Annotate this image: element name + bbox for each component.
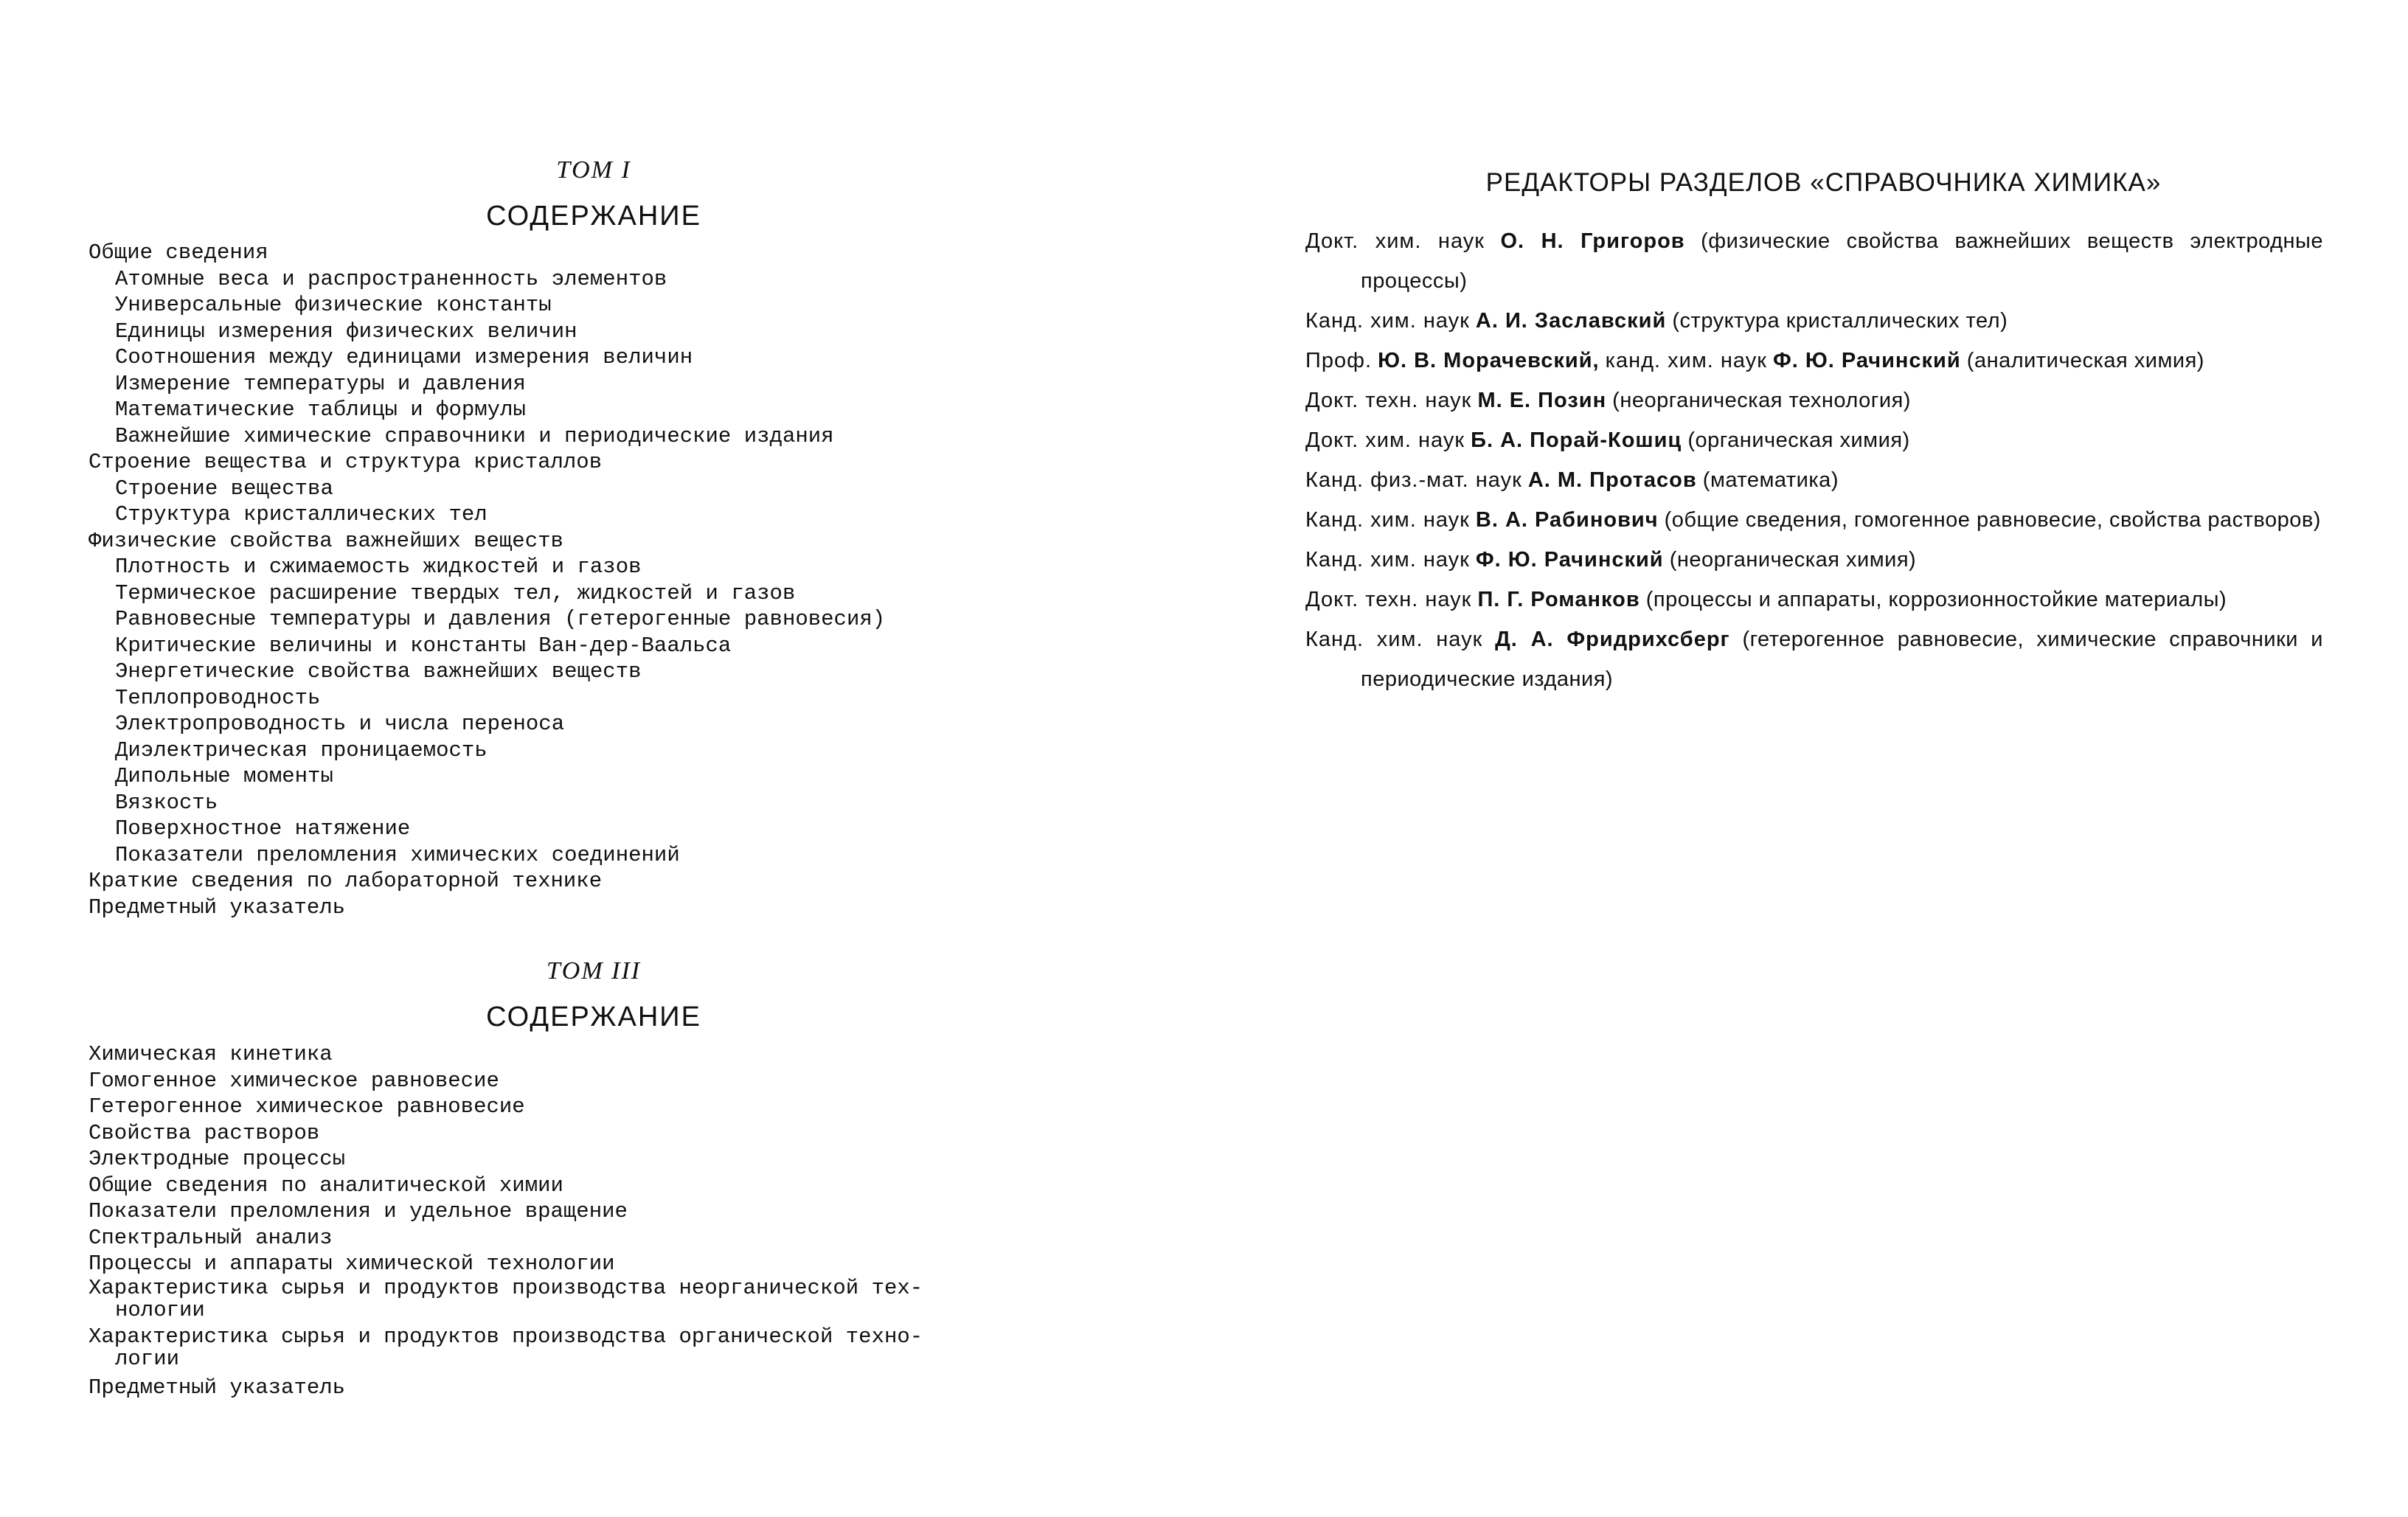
editor-entry — [1305, 619, 2323, 699]
toc-entry: Плотность и сжимаемость жидкостей и газов — [115, 555, 642, 579]
editor-degree: канд. хим. наук — [1605, 349, 1767, 372]
editor-field: (неорганическая химия) — [1669, 548, 1917, 572]
editor-entry — [1305, 540, 2323, 580]
toc-entry: Гомогенное химическое равновесие — [89, 1068, 499, 1093]
editor-name: Ю. В. Морачевский, — [1378, 349, 1600, 372]
toc-entry: Показатели преломления химических соединений — [115, 842, 680, 867]
editor-name: Ф. Ю. Рачинский — [1475, 548, 1664, 572]
editor-field: (общие сведения, гомогенное равновесие, свойства растворов) — [1664, 508, 2321, 532]
editor-name: П. Г. Романков — [1477, 588, 1640, 611]
editor-degree: Докт. техн. наук — [1305, 588, 1472, 611]
toc-entry: Предметный указатель — [89, 895, 346, 920]
right-page — [1202, 0, 2408, 1517]
editor-degree: Канд. хим. наук — [1305, 508, 1470, 532]
volume-3-contents-title: СОДЕРЖАНИЕ — [486, 1002, 701, 1032]
editor-degree: Канд. хим. наук — [1305, 628, 1483, 651]
left-page — [0, 0, 1202, 1517]
toc-entry-continuation: нологии — [115, 1297, 205, 1322]
editor-field: (органическая химия) — [1687, 428, 1910, 452]
toc-entry: Математические таблицы и формулы — [115, 398, 526, 422]
editor-entry — [1305, 580, 2323, 619]
volume-3-heading: ТОМ III — [546, 957, 642, 985]
editor-name: Б. А. Порай-Кошиц — [1471, 428, 1682, 452]
toc-entry: Химическая кинетика — [89, 1042, 333, 1066]
editor-name: О. Н. Григоров — [1500, 229, 1685, 253]
editor-degree: Докт. техн. наук — [1305, 389, 1472, 412]
toc-entry-continuation: логии — [115, 1346, 180, 1371]
editor-entry — [1305, 500, 2323, 540]
toc-entry: Физические свойства важнейших веществ — [89, 528, 563, 553]
editor-name: Ф. Ю. Рачинский — [1772, 349, 1961, 372]
toc-entry: Электродные процессы — [89, 1147, 346, 1171]
editor-field: (структура кристаллических тел) — [1672, 309, 2008, 333]
editor-degree: Канд. хим. наук — [1305, 309, 1470, 333]
volume-1-heading: ТОМ I — [556, 156, 631, 184]
editor-entry — [1305, 460, 2323, 500]
toc-entry: Общие сведения — [89, 240, 268, 265]
toc-entry: Структура кристаллических тел — [115, 502, 488, 527]
toc-entry: Измерение температуры и давления — [115, 371, 526, 396]
toc-entry: Соотношения между единицами измерения величин — [115, 345, 693, 369]
toc-entry: Процессы и аппараты химической технологии — [89, 1252, 615, 1276]
editor-field: (неорганическая технология) — [1612, 389, 1911, 412]
volume-1-contents-title: СОДЕРЖАНИЕ — [486, 201, 701, 232]
editor-entry — [1305, 381, 2323, 420]
volume-3-contents-list — [89, 1041, 1018, 1400]
toc-entry: Теплопроводность — [115, 685, 321, 710]
toc-entry: Равновесные температуры и давления (гетерогенные равновесия) — [115, 607, 886, 631]
editor-field: (математика) — [1702, 468, 1839, 492]
editors-list — [1305, 221, 2323, 699]
editor-degree: Докт. хим. наук — [1305, 428, 1465, 452]
editor-degree: Докт. хим. наук — [1305, 229, 1485, 253]
editors-title: РЕДАКТОРЫ РАЗДЕЛОВ «СПРАВОЧНИКА ХИМИКА» — [1485, 168, 2162, 197]
editor-entry — [1305, 420, 2323, 460]
toc-entry — [89, 1277, 1010, 1326]
toc-entry: Электропроводность и числа переноса — [115, 712, 565, 736]
toc-entry: Диэлектрическая проницаемость — [115, 737, 488, 763]
toc-entry: Термическое расширение твердых тел, жидкостей и газов — [115, 580, 796, 605]
toc-entry: Краткие сведения по лабораторной технике — [89, 869, 603, 893]
toc-entry: Критические величины и константы Ван-дер-Ваальса — [115, 633, 732, 658]
toc-entry: Вязкость — [115, 790, 218, 815]
editor-name: А. И. Заславский — [1475, 309, 1667, 333]
editor-name: А. М. Протасов — [1527, 468, 1697, 492]
toc-entry: Свойства растворов — [89, 1120, 320, 1145]
volume-1-contents-list — [89, 240, 1018, 920]
editor-degree: Канд. физ.-мат. наук — [1305, 468, 1522, 492]
editor-field: (гетерогенное равновесие, химические справочники и периодические издания) — [1361, 628, 2323, 691]
editor-name: Д. А. Фридрихсберг — [1495, 628, 1730, 651]
toc-entry: Строение вещества и структура кристаллов — [89, 450, 603, 474]
toc-entry: Поверхностное натяжение — [115, 816, 411, 841]
editor-field: (физические свойства важнейших веществ электродные процессы) — [1361, 229, 2324, 293]
toc-entry — [89, 1326, 1010, 1375]
toc-entry: Важнейшие химические справочники и периодические издания — [115, 423, 834, 448]
toc-entry: Дипольные моменты — [115, 764, 333, 788]
editor-field: (аналитическая химия) — [1966, 349, 2204, 372]
toc-entry-text: Характеристика сырья и продуктов производства неорганической тех- — [89, 1275, 923, 1300]
toc-entry: Универсальные физические константы — [115, 293, 552, 317]
toc-entry: Показатели преломления и удельное вращение — [89, 1199, 628, 1223]
toc-entry: Гетерогенное химическое равновесие — [89, 1094, 525, 1119]
editor-degree: Канд. хим. наук — [1305, 548, 1470, 572]
editor-name: М. Е. Позин — [1477, 389, 1607, 412]
toc-entry: Единицы измерения физических величин — [115, 319, 577, 344]
editor-field: (процессы и аппараты, коррозионностойкие материалы) — [1645, 588, 2227, 611]
toc-entry: Строение вещества — [115, 476, 333, 501]
editor-name: В. А. Рабинович — [1475, 508, 1659, 532]
toc-entry: Предметный указатель — [89, 1375, 346, 1400]
editor-entry — [1305, 341, 2323, 381]
toc-entry: Спектральный анализ — [89, 1225, 333, 1250]
toc-entry: Энергетические свойства важнейших веществ — [115, 659, 642, 684]
editor-entry — [1305, 301, 2323, 341]
toc-entry-text: Характеристика сырья и продуктов производства органической техно- — [89, 1324, 923, 1349]
editor-entry — [1305, 221, 2323, 301]
toc-entry: Общие сведения по аналитической химии — [89, 1173, 563, 1198]
toc-entry: Атомные веса и распространенность элементов — [115, 266, 667, 291]
editor-degree: Проф. — [1305, 349, 1373, 372]
